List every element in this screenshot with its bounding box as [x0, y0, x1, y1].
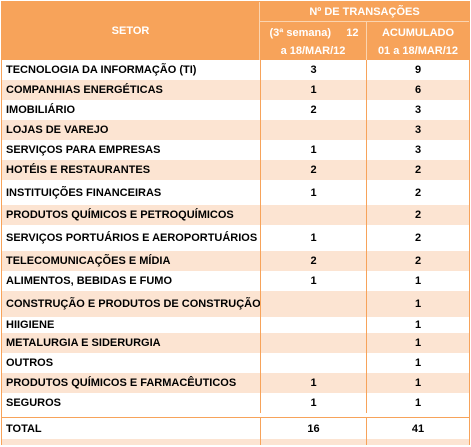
row-acumulado: 1	[414, 337, 422, 349]
row-acumulado: 3	[414, 124, 422, 136]
table-row	[2, 353, 469, 373]
row-setor: TELECOMUNICAÇÕES E MÍDIA	[6, 255, 171, 267]
footer-band-col	[260, 439, 367, 445]
row-semana	[260, 120, 367, 140]
row-semana: 1	[260, 80, 367, 100]
row-acumulado: 1	[414, 298, 422, 310]
table-header	[2, 2, 469, 60]
row-semana	[260, 317, 367, 333]
row-acumulado: 1	[414, 397, 422, 409]
row-setor: SERVIÇOS PARA EMPRESAS	[6, 144, 161, 156]
row-acumulado: 3	[414, 104, 422, 116]
table-row	[2, 100, 469, 120]
row-acumulado: 1	[414, 275, 422, 287]
row-acumulado: 2	[414, 232, 422, 244]
row-setor: SEGUROS	[6, 397, 62, 409]
row-setor: SERVIÇOS PORTUÁRIOS E AEROPORTUÁRIOS	[6, 232, 258, 244]
row-setor: ALIMENTOS, BEBIDAS E FUMO	[6, 275, 173, 287]
transactions-table	[1, 1, 470, 445]
table-row	[2, 373, 469, 393]
row-acumulado: 9	[414, 64, 422, 76]
total-label: TOTAL	[6, 422, 42, 435]
table-row	[2, 205, 469, 225]
row-semana: 1	[260, 393, 367, 413]
row-semana: 1	[260, 271, 367, 291]
row-setor: PRODUTOS QUÍMICOS E PETROQUÍMICOS	[6, 209, 234, 221]
row-setor: METALURGIA E SIDERURGIA	[6, 337, 161, 349]
header-acumulado-line1: ACUMULADO	[381, 27, 455, 39]
row-semana: 2	[260, 160, 367, 180]
row-acumulado: 2	[414, 209, 422, 221]
table-row	[2, 160, 469, 180]
table-row	[2, 80, 469, 100]
header-semana-line2: a 18/MAR/12	[280, 45, 346, 57]
row-semana: 1	[260, 225, 367, 251]
header-semana	[260, 22, 367, 60]
row-setor: HOTÉIS E RESTAURANTES	[6, 164, 151, 176]
header-acumulado-line2: 01 a 18/MAR/12	[377, 45, 459, 57]
table-row	[2, 140, 469, 160]
table-row	[2, 317, 469, 333]
row-semana	[260, 333, 367, 353]
table-row	[2, 225, 469, 251]
table-row	[2, 291, 469, 317]
header-acumulado	[367, 22, 469, 60]
row-semana: 1	[260, 180, 367, 205]
header-semana-line1: (3ª semana) 12	[269, 27, 359, 39]
header-setor: SETOR	[2, 2, 260, 60]
table-row	[2, 120, 469, 140]
row-setor: TECNOLOGIA DA INFORMAÇÃO (TI)	[6, 64, 197, 76]
row-semana: 1	[260, 373, 367, 393]
row-setor: HIIGIENE	[6, 319, 55, 331]
row-setor: LOJAS DE VAREJO	[6, 124, 109, 136]
row-acumulado: 1	[414, 357, 422, 369]
row-acumulado: 6	[414, 84, 422, 96]
table-row	[2, 251, 469, 271]
row-setor: INSTITUIÇÕES FINANCEIRAS	[6, 186, 162, 199]
row-acumulado: 1	[414, 319, 422, 331]
total-acumulado: 41	[411, 422, 425, 435]
table-row	[2, 271, 469, 291]
table-row	[2, 60, 469, 80]
row-semana	[260, 353, 367, 373]
header-n-transacoes: Nº DE TRANSAÇÕES	[260, 2, 469, 22]
row-acumulado: 1	[414, 377, 422, 389]
row-acumulado: 2	[414, 186, 422, 199]
table-row	[2, 393, 469, 413]
row-acumulado: 2	[414, 255, 422, 267]
table-row	[2, 180, 469, 205]
row-setor: CONSTRUÇÃO E PRODUTOS DE CONSTRUÇÃO	[6, 298, 261, 310]
row-semana: 2	[260, 251, 367, 271]
row-setor: IMOBILIÁRIO	[6, 104, 76, 116]
row-semana: 2	[260, 100, 367, 120]
table-footer-band	[2, 439, 469, 445]
table-row	[2, 333, 469, 353]
row-semana	[260, 205, 367, 225]
row-setor: OUTROS	[6, 357, 54, 369]
row-acumulado: 2	[414, 164, 422, 176]
total-semana: 16	[260, 418, 367, 439]
row-acumulado: 3	[414, 144, 422, 156]
row-setor: PRODUTOS QUÍMICOS E FARMACÊUTICOS	[6, 377, 237, 389]
total-row	[2, 417, 469, 439]
row-semana	[260, 291, 367, 317]
row-semana: 3	[260, 60, 367, 80]
row-semana: 1	[260, 140, 367, 160]
row-setor: COMPANHIAS ENERGÉTICAS	[6, 84, 163, 96]
